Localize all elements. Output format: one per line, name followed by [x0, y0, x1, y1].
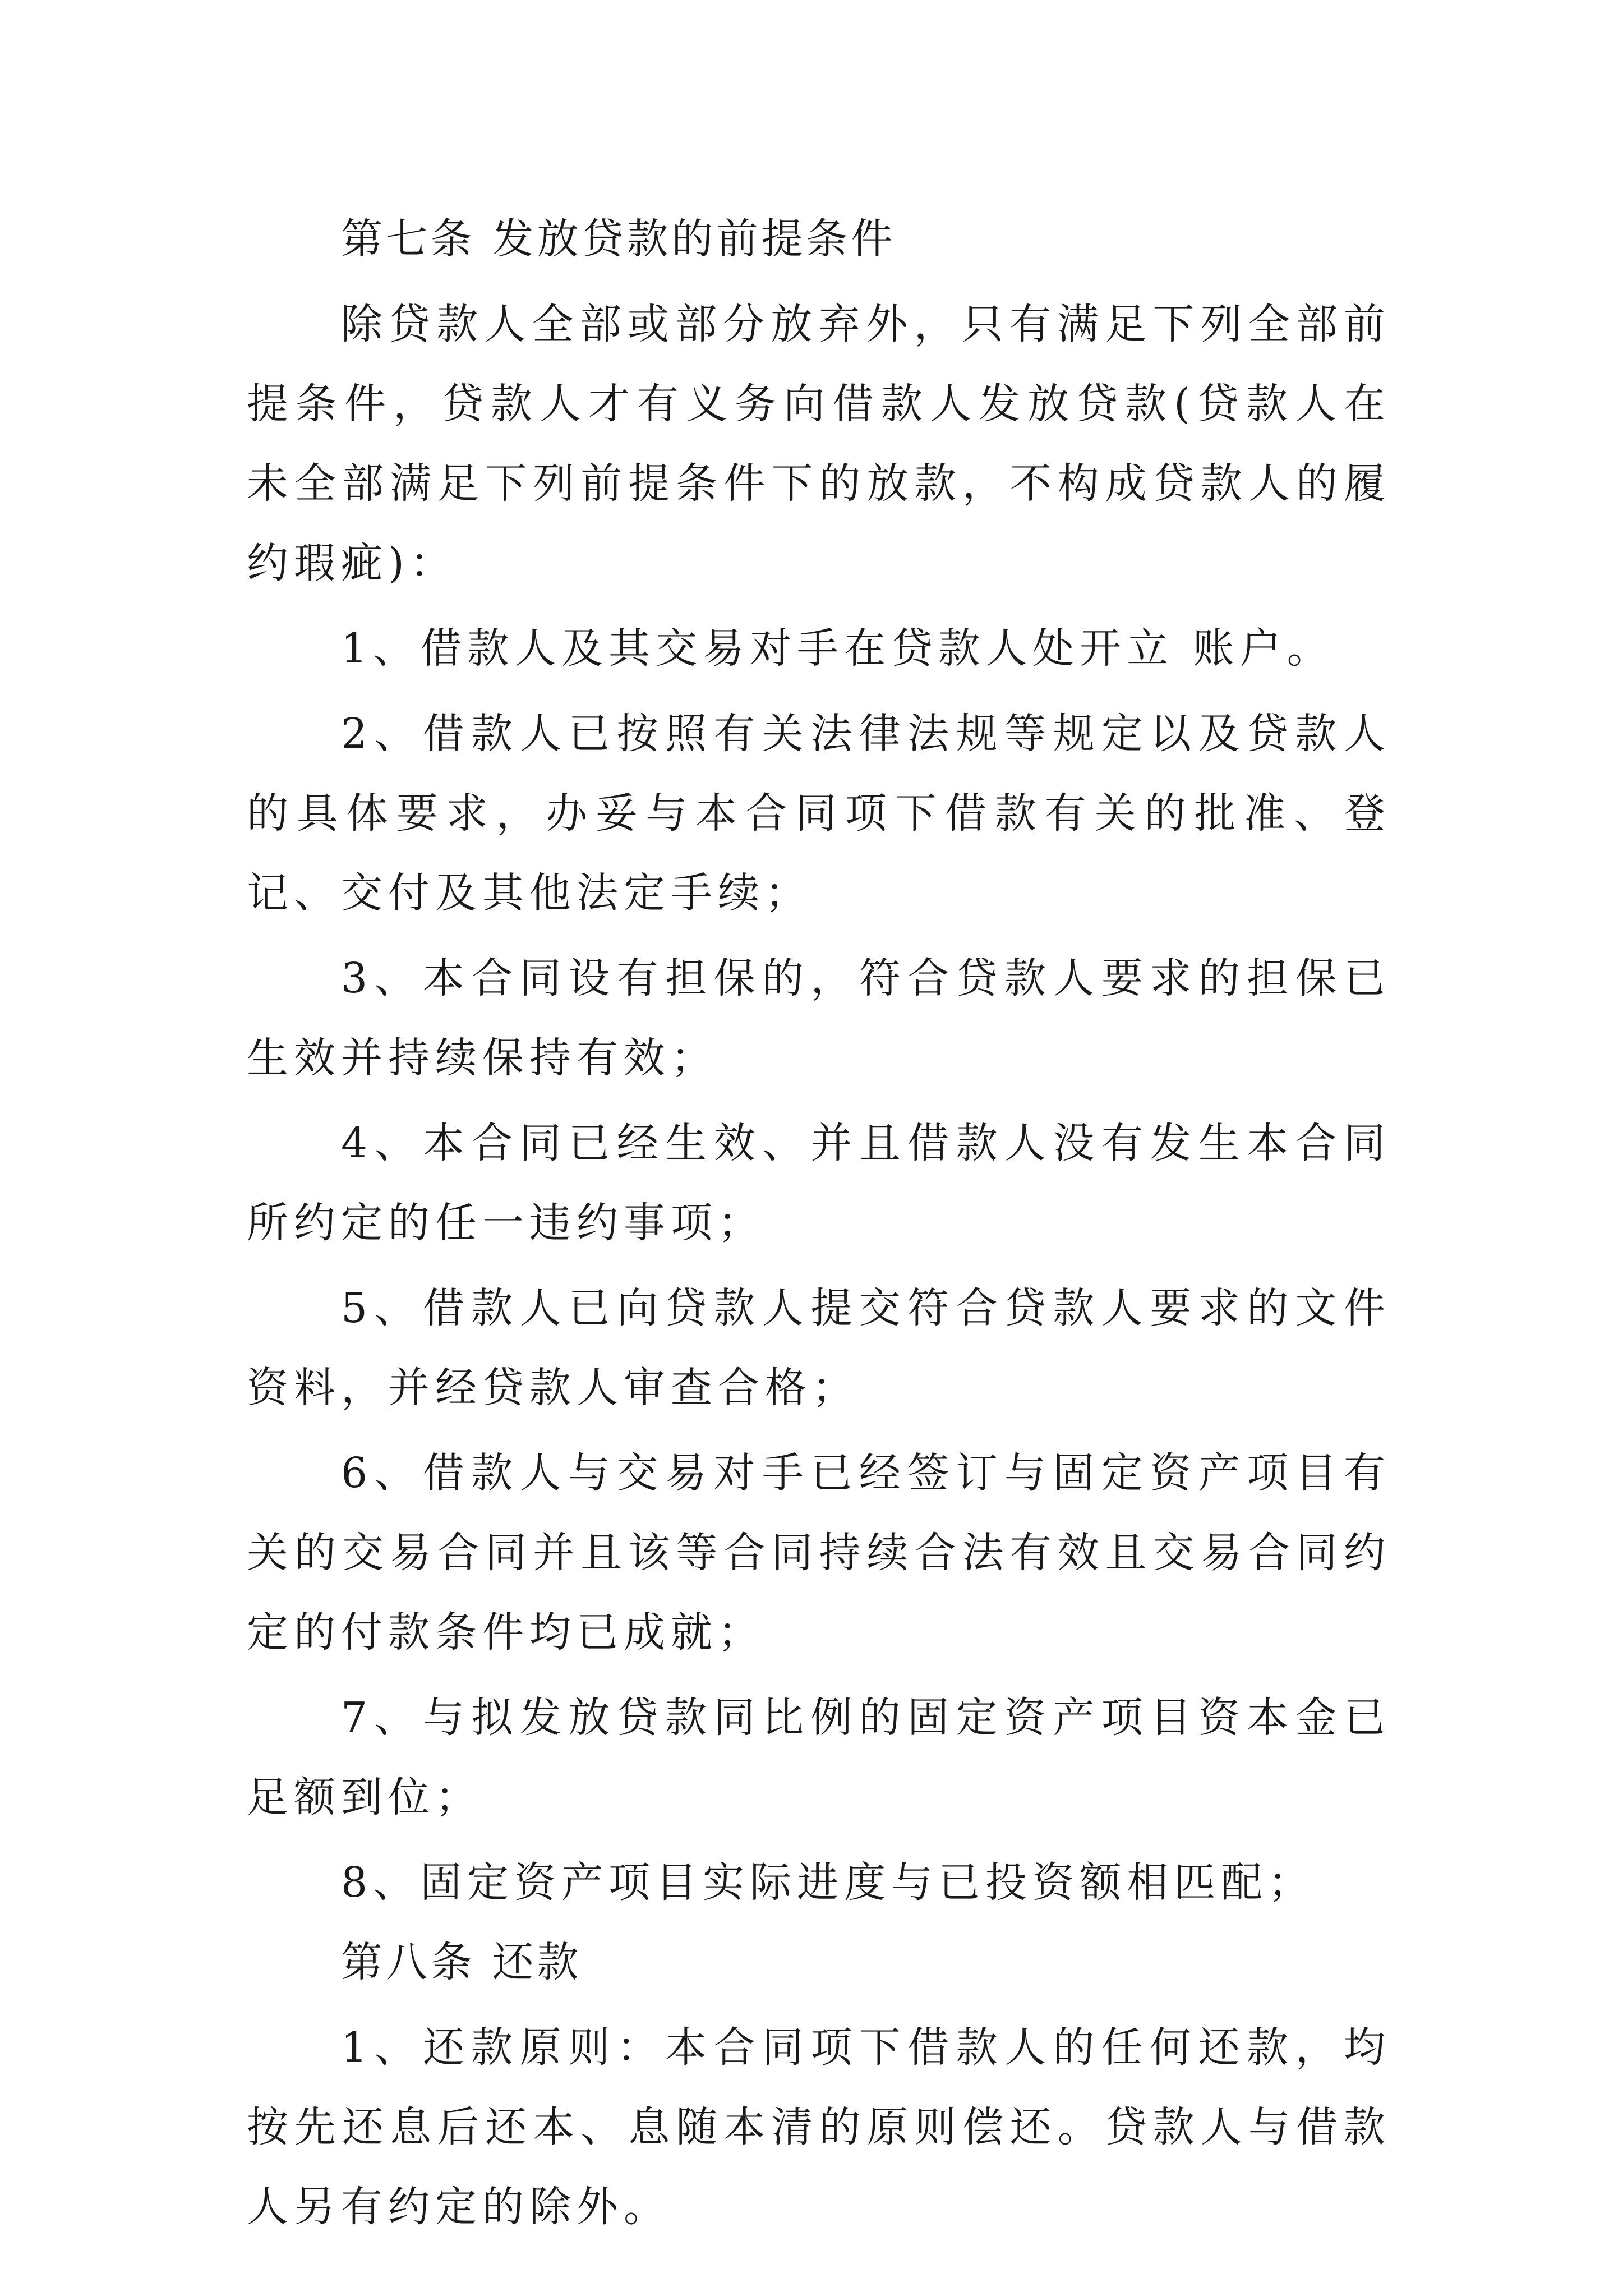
- article-7-item-5: 5、借款人已向贷款人提交符合贷款人要求的文件资料，并经贷款人审查合格；: [247, 1284, 1391, 1412]
- article-7-item-2: 2、借款人已按照有关法律法规等规定以及贷款人的具体要求，办妥与本合同项下借款有关的批准、登记、交付及其他法定手续；: [247, 710, 1391, 917]
- article-7-item-7: 7、与拟发放贷款同比例的固定资产项目资本金已足额到位；: [247, 1694, 1391, 1821]
- article-7-intro: 除贷款人全部或部分放弃外，只有满足下列全部前提条件，贷款人才有义务向借款人发放贷款(贷款人在未全部满足下列前提条件下的放款，不构成贷款人的履约瑕疵)：: [247, 300, 1391, 587]
- article-8-item-1: 1、还款原则：本合同项下借款人的任何还款，均按先还息后还本、息随本清的原则偿还。贷款人与借款人另有约定的除外。: [247, 2023, 1391, 2231]
- article-7-item-6: 6、借款人与交易对手已经签订与固定资产项目有关的交易合同并且该等合同持续合法有效且交易合同约定的付款条件均已成就；: [247, 1449, 1391, 1657]
- article-8-heading: 第八条 还款: [341, 1938, 582, 1986]
- article-7-heading: 第七条 发放贷款的前提条件: [341, 215, 896, 263]
- article-7-item-4: 4、本合同已经生效、并且借款人没有发生本合同所约定的任一违约事项；: [247, 1119, 1391, 1247]
- article-7-item-3: 3、本合同设有担保的，符合贷款人要求的担保已生效并持续保持有效；: [247, 954, 1391, 1082]
- article-7-item-8: 8、固定资产项目实际进度与已投资额相匹配；: [341, 1858, 1316, 1907]
- document-body: [247, 199, 1391, 2247]
- article-7-item-1: 1、借款人及其交易对手在贷款人处开立 账户。: [341, 624, 1334, 673]
